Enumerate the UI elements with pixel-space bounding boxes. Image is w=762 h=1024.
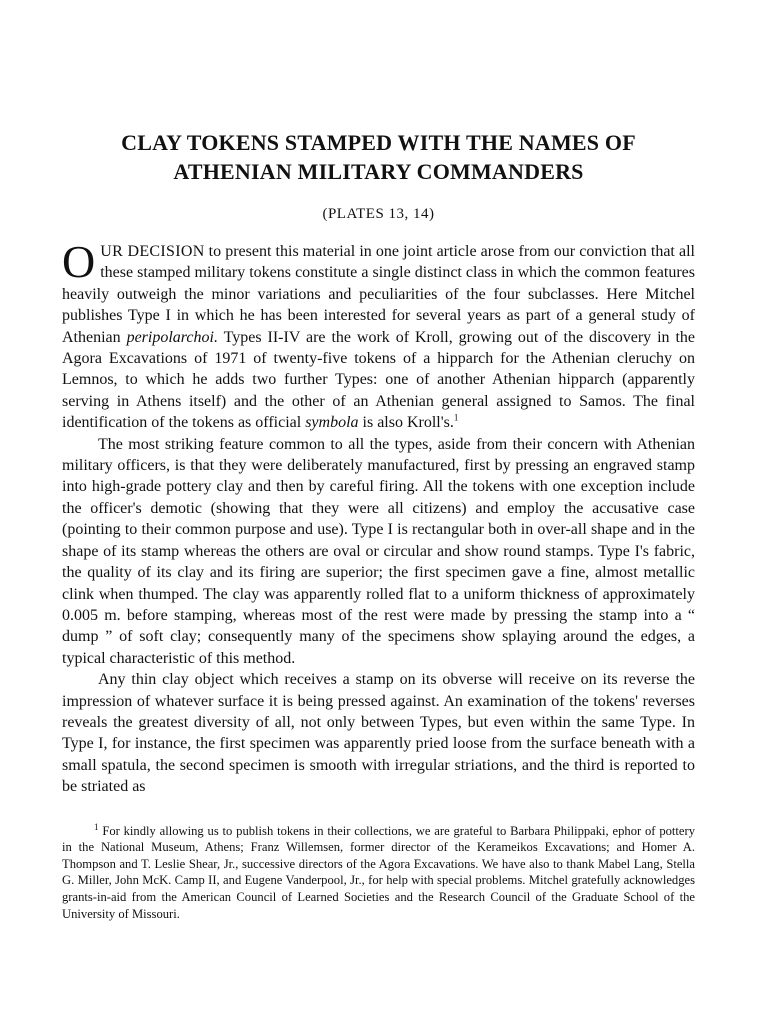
- article-page: [62, 128, 695, 922]
- footnote-1: [62, 823, 695, 923]
- footnotes: [62, 823, 695, 923]
- footnote-mark: 1: [94, 821, 99, 832]
- title-line-1: CLAY TOKENS STAMPED WITH THE NAMES OF: [121, 130, 636, 155]
- italic-peripolarchoi: peripolarchoi.: [126, 328, 218, 346]
- paragraph-1-text-b: Types II-IV are the work of Kroll, growing out of the discovery in the Agora Excavations of 1971 of twenty-five tokens of a hipparch for the Athenian cleruchy on Lemnos, to which he adds two further Types: one of another Athenian hipparch (apparently serving in Athens itself) and the other of an Athenian general assigned to Samos. The final identification of the tokens as official: [62, 328, 695, 432]
- plates-reference: (PLATES 13, 14): [322, 206, 435, 222]
- article-title: [62, 128, 695, 186]
- italic-symbola: symbola: [305, 414, 359, 432]
- paragraph-1-text-a: to present this material in one joint article arose from our conviction that all these stamped military tokens constitute a single distinct class in which the common features heavily outweigh the minor variations and peculiarities of the four subclasses. Here Mitchel publishes Type I in which he has been interested for several years as part of a general study of Athenian: [62, 243, 695, 346]
- article-body: [62, 236, 695, 798]
- title-line-2: ATHENIAN MILITARY COMMANDERS: [173, 159, 584, 184]
- opening-words: UR DECISION: [100, 243, 205, 260]
- paragraph-1: [62, 236, 695, 434]
- drop-cap: O: [62, 236, 96, 287]
- paragraph-3: Any thin clay object which receives a stamp on its obverse will receive on its reverse the impression of whatever surface it is being pressed against. An examination of the tokens' reverses reveals the greatest diversity of all, not only between Types, but even within the same Type. In Type I, for instance, the first specimen was apparently pried loose from the surface beneath with a small spatula, the second specimen is smooth with irregular striations, and the third is reported to be striated as: [62, 671, 695, 796]
- footnote-reference[interactable]: 1: [453, 412, 459, 423]
- footnote-text: For kindly allowing us to publish tokens in their collections, we are grateful to Barbara Philippaki, ephor of pottery in the National Museum, Athens; Franz Willemsen, former director of the Kerameikos Excavations; and Homer A. Thompson and T. Leslie Shear, Jr., successive directors of the Agora Excavations. We have also to thank Mabel Lang, Stella G. Miller, John McK. Camp II, and Eugene Vanderpool, Jr., for help with special problems. Mitchel gratefully acknowledges grants-in-aid from the American Council of Learned Societies and the Research Council of the Graduate School of the University of Missouri.: [62, 823, 695, 921]
- paragraph-2: The most striking feature common to all the types, aside from their concern with Athenian military officers, is that they were deliberately manufactured, first by pressing an engraved stamp into high-grade pottery clay and then by careful firing. All the tokens with one exception include the officer's demotic (showing that they were all citizens) and employ the accusative case (pointing to their common purpose and use). Type I is rectangular both in over-all shape and in the shape of its stamp whereas the others are oval or circular and show round stamps. Type I's fabric, the quality of its clay and its firing are superior; the first specimen gave a fine, almost metallic clink when thumped. The clay was apparently rolled flat to a uniform thickness of approximately 0.005 m. before stamping, whereas most of the rest were made by pressing the stamp into a “ dump ” of soft clay; consequently many of the specimens show splaying around the edges, a typical characteristic of this method.: [62, 435, 695, 667]
- paragraph-1-text-c: is also Kroll's.: [358, 414, 454, 432]
